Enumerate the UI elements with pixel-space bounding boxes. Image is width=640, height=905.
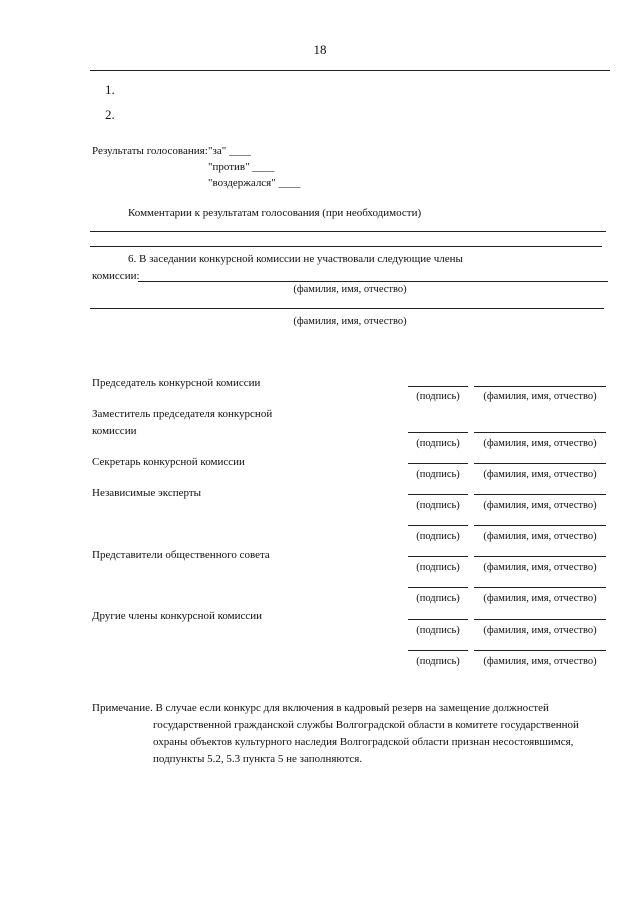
page-number: 18 <box>313 42 327 57</box>
fio-line <box>474 650 606 651</box>
fio-caption: (фамилия, имя, отчество) <box>483 391 597 402</box>
signature-caption: (подпись) <box>416 593 460 604</box>
fio-line <box>474 525 606 526</box>
item-2: 2. <box>105 107 115 122</box>
vote-abstain: "воздержался" ____ <box>208 177 301 189</box>
signature-caption: (подпись) <box>416 531 460 542</box>
signature-caption: (подпись) <box>416 656 460 667</box>
note-line-4: подпункты 5.2, 5.3 пункта 5 не заполняются. <box>153 753 363 765</box>
role-other-members: Другие члены конкурсной комиссии <box>92 610 263 622</box>
signature-caption: (подпись) <box>416 391 460 402</box>
role-secretary: Секретарь конкурсной комиссии <box>92 456 245 468</box>
fio-line <box>474 619 606 620</box>
comments-label: Комментарии к результатам голосования (при необходимости) <box>128 207 422 219</box>
signature-caption: (подпись) <box>416 562 460 573</box>
item-1: 1. <box>105 82 115 97</box>
comments-line-1 <box>90 231 606 232</box>
role-independent-experts: Независимые эксперты <box>92 487 202 499</box>
voting-label: Результаты голосования: <box>92 145 208 157</box>
fio-caption: (фамилия, имя, отчество) <box>483 500 597 511</box>
fio-line <box>474 463 606 464</box>
note-line-3: охраны объектов культурного наследия Волгоградской области признан несостоявшимся, <box>153 736 574 748</box>
fio-line <box>474 587 606 588</box>
signature-line <box>408 650 468 651</box>
role-public-council: Представители общественного совета <box>92 549 270 561</box>
note-line-1: Примечание. В случае если конкурс для включения в кадровый резерв на замещение должностей <box>92 702 549 714</box>
signature-line <box>408 587 468 588</box>
signature-line <box>408 463 468 464</box>
signature-line <box>408 619 468 620</box>
comments-line-2 <box>90 246 602 247</box>
fio-line <box>474 386 606 387</box>
fio-caption: (фамилия, имя, отчество) <box>483 438 597 449</box>
top-rule <box>90 70 610 71</box>
vote-against: "против" ____ <box>208 161 275 173</box>
role-deputy-chairman-cont: комиссии <box>92 425 137 437</box>
signature-line <box>408 525 468 526</box>
signature-caption: (подпись) <box>416 438 460 449</box>
absent-caption-2: (фамилия, имя, отчество) <box>293 316 407 327</box>
fio-caption: (фамилия, имя, отчество) <box>483 656 597 667</box>
role-chairman: Председатель конкурсной комиссии <box>92 377 261 389</box>
signature-caption: (подпись) <box>416 625 460 636</box>
absent-fill-line-1 <box>138 281 608 282</box>
signature-line <box>408 432 468 433</box>
fio-caption: (фамилия, имя, отчество) <box>483 625 597 636</box>
role-deputy-chairman: Заместитель председателя конкурсной <box>92 408 273 420</box>
signature-caption: (подпись) <box>416 469 460 480</box>
fio-line <box>474 494 606 495</box>
fio-line <box>474 432 606 433</box>
absent-text-line-1: 6. В заседании конкурсной комиссии не участвовали следующие члены <box>128 253 463 265</box>
fio-caption: (фамилия, имя, отчество) <box>483 469 597 480</box>
absent-caption-1: (фамилия, имя, отчество) <box>293 284 407 295</box>
signature-line <box>408 556 468 557</box>
fio-caption: (фамилия, имя, отчество) <box>483 593 597 604</box>
vote-for: "за" ____ <box>208 145 251 157</box>
note-line-2: государственной гражданской службы Волгоградской области в комитете государственной <box>153 719 579 731</box>
fio-line <box>474 556 606 557</box>
fio-caption: (фамилия, имя, отчество) <box>483 562 597 573</box>
fio-caption: (фамилия, имя, отчество) <box>483 531 597 542</box>
absent-text-line-2: комиссии: <box>92 270 140 282</box>
signature-line <box>408 386 468 387</box>
signature-caption: (подпись) <box>416 500 460 511</box>
absent-fill-line-2 <box>90 308 604 309</box>
signature-line <box>408 494 468 495</box>
